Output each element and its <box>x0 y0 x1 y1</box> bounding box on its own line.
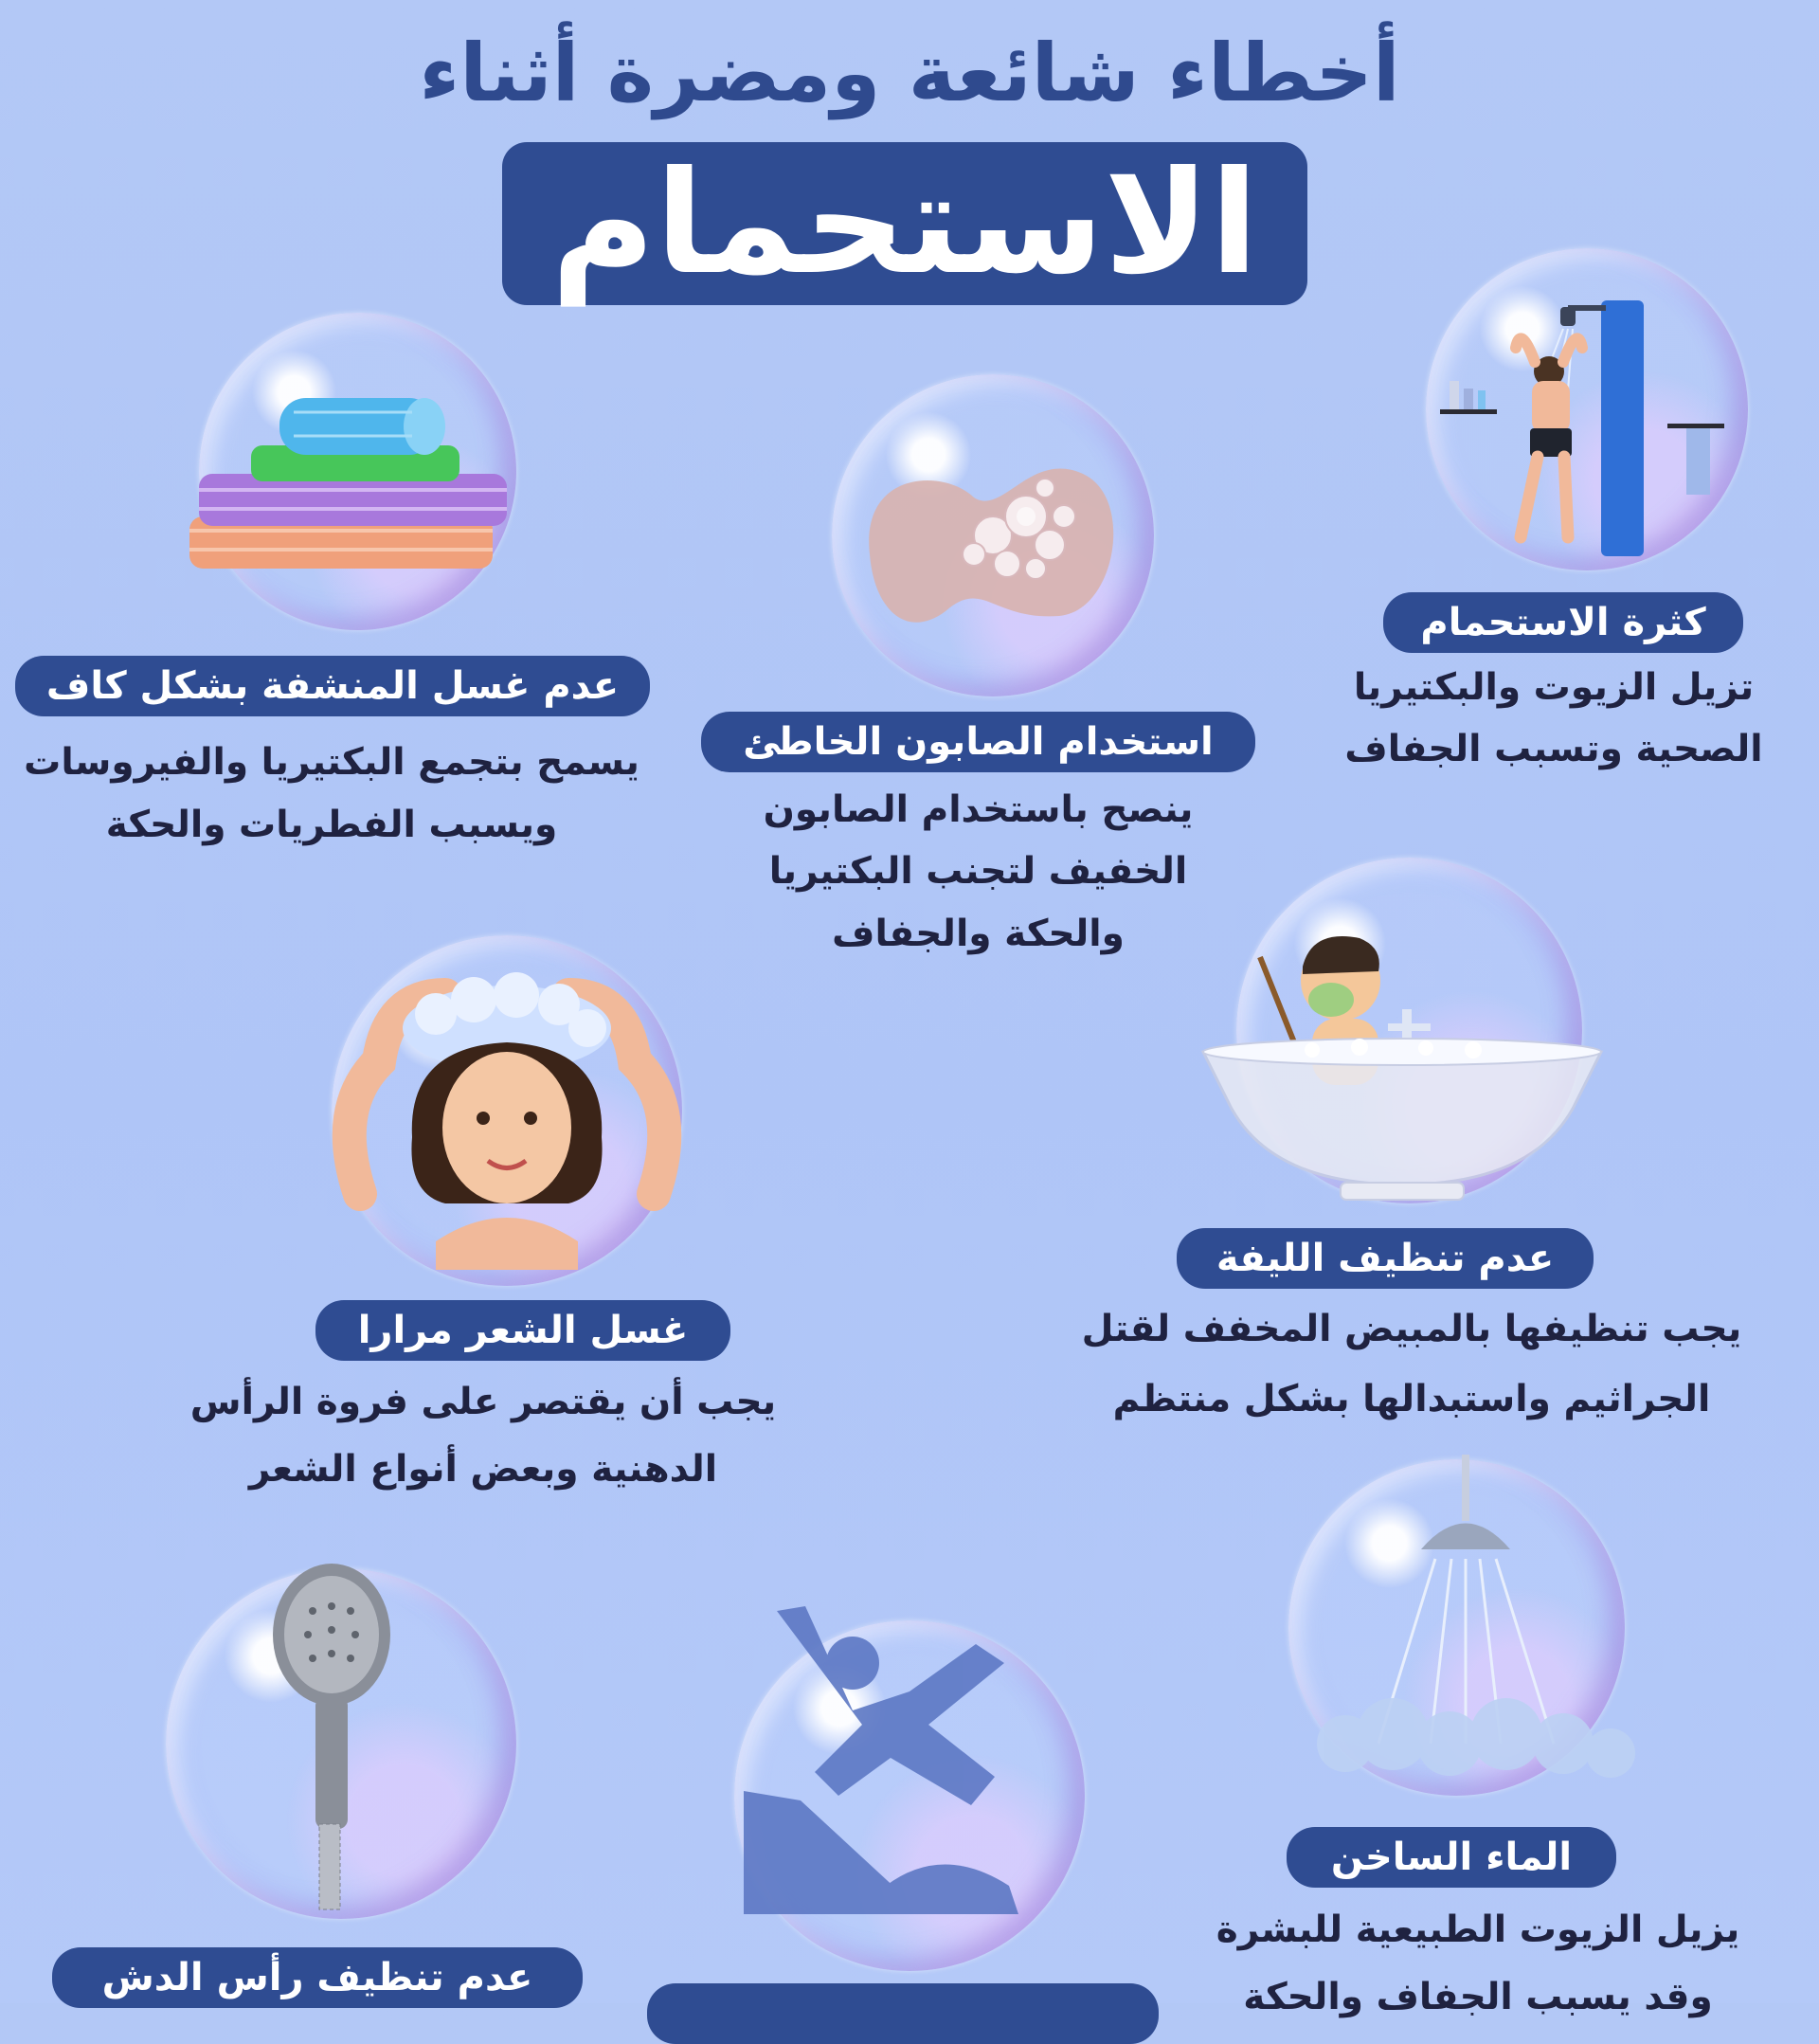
item-description-line: الجراثيم واستبدالها بشكل منتظم <box>1112 1378 1711 1420</box>
item-heading-pill: الماء الساخن <box>1287 1827 1616 1888</box>
title-highlight-text: الاستحمام <box>550 141 1259 306</box>
item-description-line: وقد يسبب الجفاف والحكة <box>1243 1976 1713 2018</box>
item-heading-pill: استخدام الصابون الخاطئ <box>701 712 1255 772</box>
hair-washing-woman-icon <box>322 957 692 1270</box>
item-heading-pill: غسل الشعر مرارا <box>315 1300 730 1361</box>
item-heading-pill: عدم تنظيف رأس الدش <box>52 1947 583 2008</box>
item-description-line: ينصح باستخدام الصابون <box>763 788 1194 831</box>
item-heading-pill: كثرة الاستحمام <box>1383 592 1743 653</box>
hot-shower-icon <box>1288 1450 1686 1800</box>
towel-stack-icon <box>171 360 531 606</box>
item-heading-pill: عدم تنظيف الليفة <box>1177 1228 1594 1289</box>
item-description-line: والحكة والجفاف <box>832 913 1125 955</box>
page-title: أخطاء شائعة ومضرة أثناء <box>419 27 1400 119</box>
item-description-line: الخفيف لتجنب البكتيريا <box>768 850 1188 893</box>
slipping-person-icon <box>744 1601 1094 1962</box>
item-description-line: يجب أن يقتصر على فروة الرأس <box>189 1381 777 1423</box>
item-description-line: يسمح بتجمع البكتيريا والفيروسات <box>24 741 639 784</box>
item-description-line: يزيل الزيوت الطبيعية للبشرة <box>1216 1908 1740 1951</box>
item-description-line: ويسبب الفطريات والحكة <box>105 804 558 846</box>
item-description-line: تزيل الزيوت والبكتيريا <box>1353 666 1755 709</box>
item-description-line: الصحية وتسبب الجفاف <box>1344 728 1763 770</box>
shower-head-icon <box>261 1554 422 1914</box>
bathtub-boy-icon <box>1198 900 1606 1213</box>
soap-bar-icon <box>832 374 1154 696</box>
item-heading-pill-partial <box>647 1983 1159 2044</box>
item-heading-pill: عدم غسل المنشفة بشكل كاف <box>15 656 650 716</box>
showering-man-icon <box>1426 248 1748 570</box>
item-description-line: الدهنية وبعض أنواع الشعر <box>248 1448 718 1491</box>
item-description-line: يجب تنظيفها بالمبيض المخفف لقتل <box>1081 1308 1742 1350</box>
title-highlight-banner <box>502 142 1307 305</box>
